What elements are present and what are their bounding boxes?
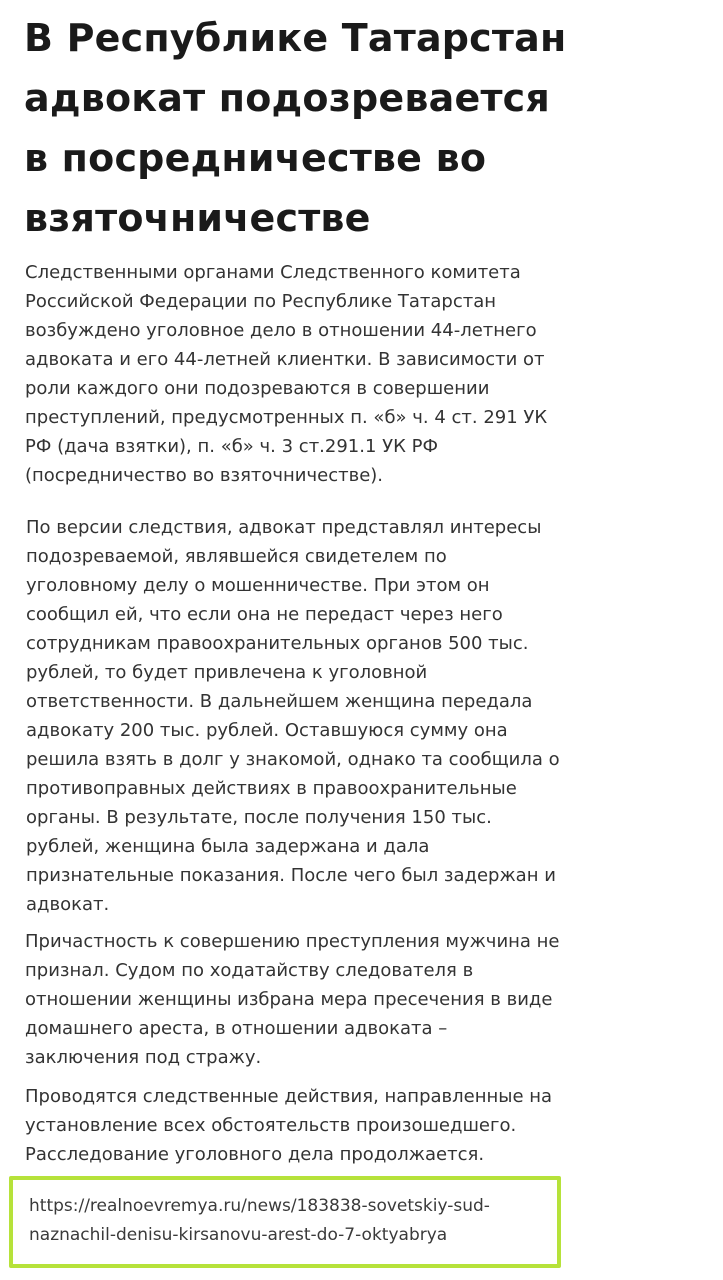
paragraph-line: Причастность к совершению преступления мужчина не (25, 931, 560, 952)
source-link-line: naznachil-denisu-kirsanovu-arest-do-7-oktyabrya (29, 1225, 448, 1245)
title-line: взяточничестве (24, 196, 371, 240)
paragraph-line: возбуждено уголовное дело в отношении 44-летнего (25, 320, 537, 341)
source-link-highlight (9, 1176, 561, 1268)
paragraph-3 (25, 927, 565, 1072)
paragraph-line: преступлений, предусмотренных п. «б» ч. 4 ст. 291 УК (25, 407, 548, 428)
paragraph-line: адвокат. (26, 894, 110, 915)
paragraph-1 (25, 258, 565, 490)
paragraph-line: подозреваемой, являвшейся свидетелем по (26, 546, 447, 567)
paragraph-line: домашнего ареста, в отношении адвоката – (25, 1018, 448, 1039)
paragraph-line: заключения под стражу. (25, 1047, 262, 1068)
paragraph-line: отношении женщины избрана мера пресечения в виде (25, 989, 553, 1010)
paragraph-line: сообщил ей, что если она не передаст через него (26, 604, 503, 625)
paragraph-line: адвокату 200 тыс. рублей. Оставшуюся сумму она (26, 720, 508, 741)
paragraph-4 (25, 1082, 565, 1169)
paragraph-line: органы. В результате, после получения 150 тыс. (26, 807, 492, 828)
source-link[interactable] (29, 1192, 549, 1250)
paragraph-line: Расследование уголовного дела продолжается. (25, 1144, 485, 1165)
title-line: адвокат подозревается (24, 76, 550, 120)
paragraph-line: (посредничество во взяточничестве). (25, 465, 384, 486)
paragraph-line: Российской Федерации по Республике Татарстан (25, 291, 497, 312)
article-title (24, 8, 704, 248)
paragraph-line: ответственности. В дальнейшем женщина передала (26, 691, 533, 712)
paragraph-line: РФ (дача взятки), п. «б» ч. 3 ст.291.1 УК РФ (25, 436, 438, 457)
paragraph-line: признательные показания. После чего был задержан и (26, 865, 556, 886)
source-link-line: https://realnoevremya.ru/news/183838-sovetskiy-sud- (29, 1196, 490, 1216)
paragraph-line: адвоката и его 44-летней клиентки. В зависимости от (25, 349, 545, 370)
paragraph-line: признал. Судом по ходатайству следователя в (25, 960, 474, 981)
paragraph-line: установление всех обстоятельств произошедшего. (25, 1115, 517, 1136)
paragraph-line: роли каждого они подозреваются в совершении (25, 378, 490, 399)
paragraph-line: рублей, то будет привлечена к уголовной (26, 662, 428, 683)
title-line: В Республике Татарстан (24, 16, 567, 60)
title-line: в посредничестве во (24, 136, 487, 180)
paragraph-line: сотрудникам правоохранительных органов 500 тыс. (26, 633, 529, 654)
paragraph-line: противоправных действиях в правоохранительные (26, 778, 517, 799)
paragraph-line: По версии следствия, адвокат представлял интересы (26, 517, 542, 538)
paragraph-line: рублей, женщина была задержана и дала (26, 836, 430, 857)
paragraph-2 (26, 513, 566, 919)
paragraph-line: уголовному делу о мошенничестве. При этом он (26, 575, 490, 596)
paragraph-line: Следственными органами Следственного комитета (25, 262, 521, 283)
paragraph-line: решила взять в долг у знакомой, однако та сообщила о (26, 749, 560, 770)
paragraph-line: Проводятся следственные действия, направленные на (25, 1086, 553, 1107)
